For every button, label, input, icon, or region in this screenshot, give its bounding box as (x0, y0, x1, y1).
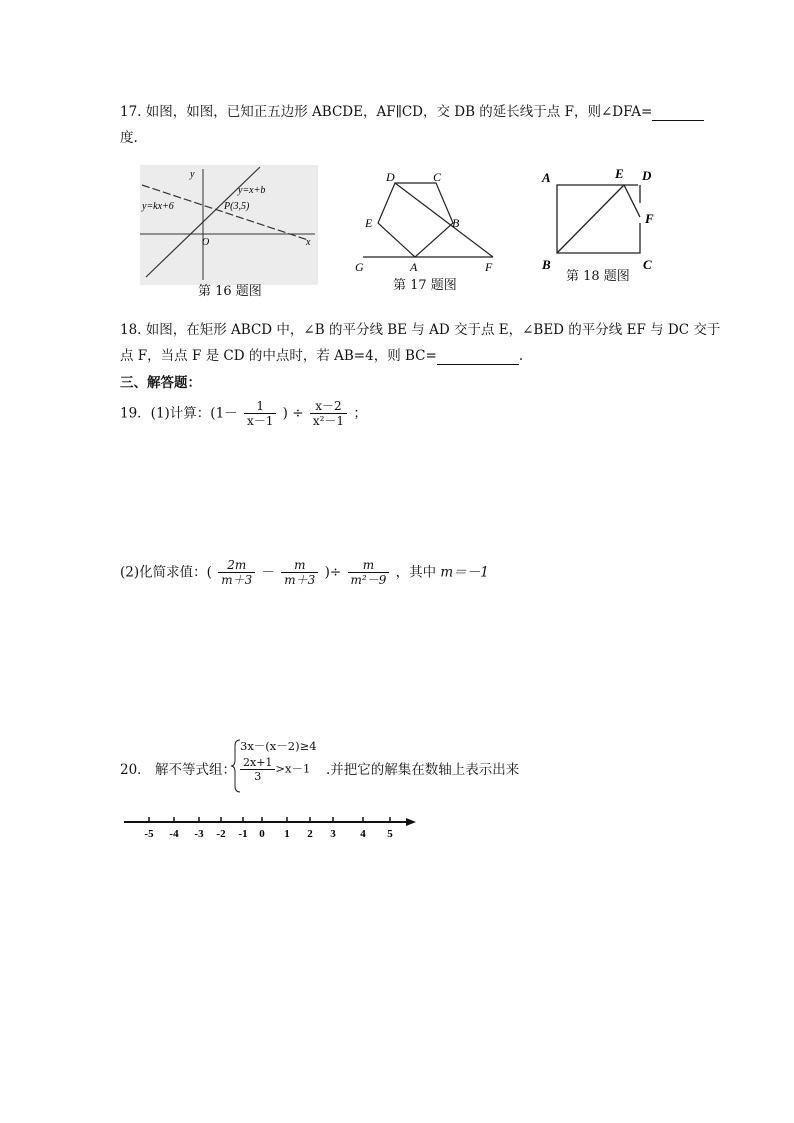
fig17-label-a: A (410, 260, 418, 274)
q19-p2-frac1-den: m＋3 (221, 573, 253, 587)
fig17-label-c: C (433, 170, 442, 184)
q19-p2-frac2-num: m (281, 558, 318, 573)
q17-text-part1: 17. 如图，如图，已知正五边形 ABCDE，AF∥CD，交 DB 的延长线于点 F，则∠DFA= (120, 104, 653, 120)
fig16-label-origin: O (202, 237, 210, 248)
q17-text (120, 100, 704, 121)
q19-p2-where: ，其中 (395, 564, 437, 581)
figure-18 (538, 163, 663, 275)
number-line-tick-label: 0 (259, 828, 265, 840)
q20-ineq2-num: 2x+1 (240, 756, 275, 770)
number-line-arrow (406, 818, 416, 826)
fig17-label-g: G (355, 260, 364, 274)
fig18-label-a: A (542, 170, 551, 185)
figure-16-caption: 第 16 题图 (198, 284, 262, 299)
fig18-label-c: C (643, 257, 652, 272)
fig18-label-d: D (642, 168, 652, 183)
q17-answer-blank (652, 104, 704, 121)
q19-part1 (120, 399, 367, 429)
section-3-title: 三、解答题： (120, 375, 201, 391)
q19-suffix: ； (353, 405, 367, 422)
q19-p2-frac2-den: m＋3 (284, 573, 316, 587)
q19-p2-frac1-num: 2m (218, 558, 255, 573)
q19-frac2 (310, 399, 347, 429)
fig18-label-b: B (542, 257, 551, 272)
q19-mid: ) ÷ (282, 405, 304, 422)
figure-16-graph (140, 165, 318, 285)
fig16-label-line1: y=x+b (238, 185, 266, 196)
q19-frac2-den: x²－1 (312, 414, 345, 428)
number-line (120, 812, 420, 842)
figure-18-rectangle (538, 163, 663, 275)
number-line-svg (120, 812, 420, 842)
fig16-line-y-kx-6 (142, 185, 308, 240)
fig18-label-e: E (615, 166, 624, 181)
number-line-tick-label: 4 (360, 828, 366, 840)
q20-ineq2 (240, 756, 310, 783)
figure-16 (140, 165, 318, 285)
fig16-label-y: y (190, 169, 195, 180)
figure-17-caption: 第 17 题图 (393, 278, 457, 293)
fig18-line-be (557, 185, 624, 253)
q19-p2-frac3-num: m (348, 558, 390, 573)
q17-text-tail: 度. (120, 130, 138, 146)
q19-p2-frac1 (218, 558, 255, 588)
q19-frac1-den: x－1 (246, 414, 274, 428)
q19-p2-frac3-den: m²－9 (350, 573, 387, 587)
q19-p2-div: )÷ (324, 564, 342, 581)
q19-frac1-num: 1 (244, 399, 276, 414)
q19-part2 (120, 558, 489, 588)
q20-ineq2-den: 3 (254, 770, 262, 783)
q20-prefix: 20． 解不等式组： (120, 762, 236, 778)
fig17-label-f: F (485, 260, 493, 274)
fig18-label-f: F (645, 211, 654, 226)
number-line-tick-label: -2 (216, 828, 226, 840)
fig17-label-b: B (452, 216, 460, 230)
number-line-tick-label: 5 (387, 828, 393, 840)
number-line-tick-label: -3 (194, 828, 204, 840)
number-line-tick-label: 1 (284, 828, 290, 840)
fig17-line-db-extended (395, 183, 493, 257)
fig17-pentagon (378, 183, 453, 257)
q19-p2-value: m＝－1 (440, 564, 489, 581)
q18-line1: 18. 如图，在矩形 ABCD 中，∠B 的平分线 BE 与 AD 交于点 E，∠BED 的平分线 EF 与 DC 交于 (120, 322, 721, 338)
figure-17 (350, 165, 505, 275)
number-line-tick-label: 3 (330, 828, 336, 840)
fig18-rectangle (557, 185, 640, 253)
q19-part2-prefix: (2)化简求值：( (120, 564, 212, 581)
q20-ineq2-frac (240, 756, 275, 783)
figure-18-caption: 第 18 题图 (566, 269, 630, 284)
q19-prefix: 19．(1)计算：(1－ (120, 405, 238, 422)
q19-p2-minus: － (261, 564, 275, 581)
fig18-line-ef (624, 185, 640, 217)
fig16-label-p: P(3,5) (224, 201, 250, 212)
number-line-tick-label: 2 (307, 828, 313, 840)
number-line-tick-label: -5 (144, 828, 154, 840)
fig17-label-d: D (386, 170, 395, 184)
number-line-tick-label: -1 (238, 828, 248, 840)
q20-suffix: .并把它的解集在数轴上表示出来 (326, 762, 520, 778)
q20-system (230, 738, 330, 794)
fig16-label-x: x (306, 237, 311, 248)
q19-p2-frac3 (348, 558, 390, 588)
fig17-label-e: E (365, 216, 373, 230)
q19-frac2-num: x－2 (310, 399, 347, 414)
q19-p2-frac2 (281, 558, 318, 588)
figure-17-pentagon (350, 165, 505, 275)
q18-line2-text: 点 F，当点 F 是 CD 的中点时，若 AB=4，则 BC= (120, 348, 437, 364)
number-line-tick-label: -4 (169, 828, 179, 840)
q18-answer-blank (437, 348, 519, 365)
q20-ineq2-rest: >x－1 (275, 761, 311, 776)
fig16-label-line2: y=kx+6 (142, 201, 174, 212)
q19-frac1 (244, 399, 276, 429)
q20-ineq1: 3x－(x－2)≥4 (240, 739, 317, 753)
q18-line2 (120, 344, 523, 365)
q18-end: . (518, 348, 524, 364)
